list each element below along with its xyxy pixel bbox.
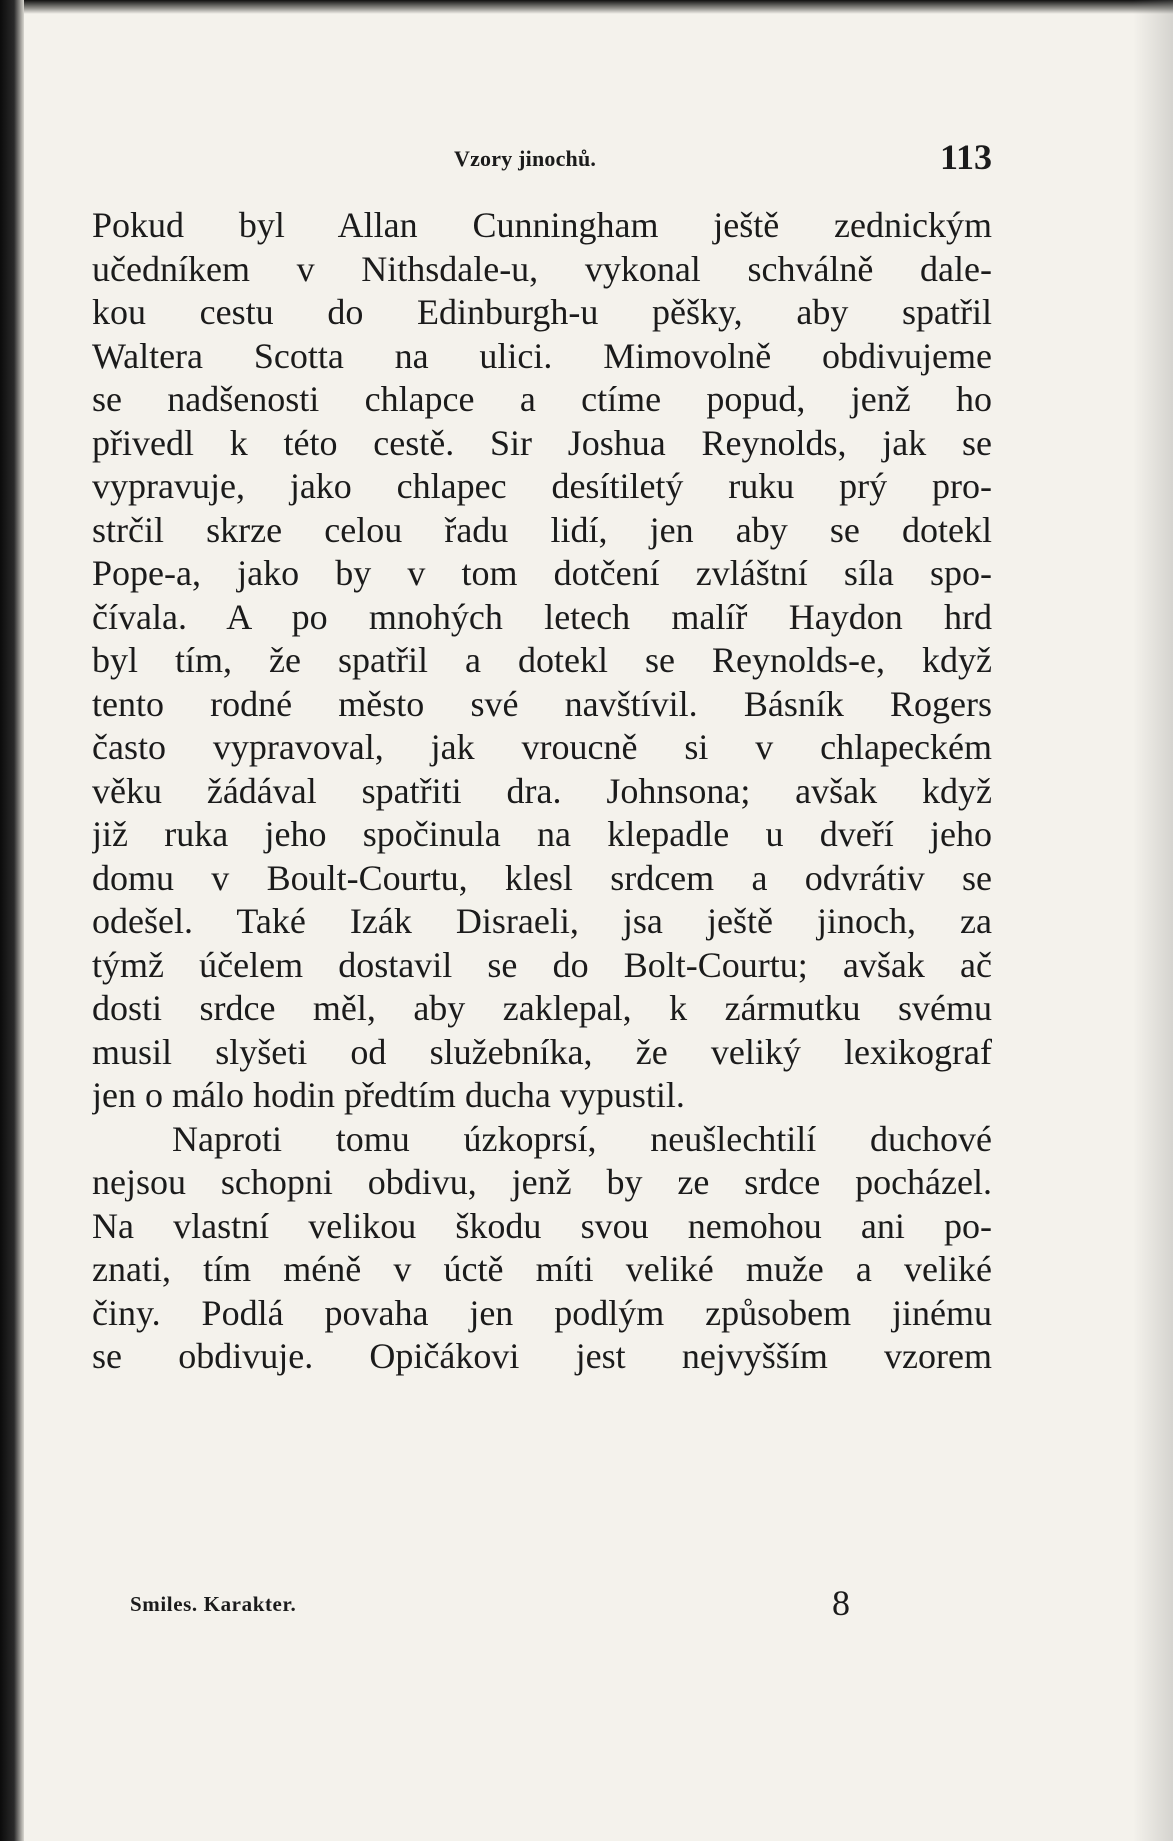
text-line: strčil skrze celou řadu lidí, jen aby se dotekl xyxy=(92,509,992,550)
text-line: Na vlastní velikou škodu svou nemohou ani po- xyxy=(92,1205,992,1246)
page-header xyxy=(92,130,992,180)
book-page xyxy=(92,130,992,1630)
text-line: jen o málo hodin předtím ducha vypustil. xyxy=(92,1075,685,1115)
text-line: dosti srdce měl, aby zaklepal, k zármutku svému xyxy=(92,988,992,1028)
text-line: se obdivuje. Opičákovi jest nejvyšším vzorem xyxy=(92,1336,992,1376)
text-line: domu v Boult-Courtu, klesl srdcem a odvrátiv se xyxy=(92,857,992,898)
page-number: 113 xyxy=(940,137,993,177)
text-line: čívala. A po mnohých letech malíř Haydon hrd xyxy=(92,596,992,637)
page-top-edge xyxy=(0,0,1173,14)
text-line: Waltera Scotta na ulici. Mimovolně obdivujeme xyxy=(92,335,992,376)
page-right-edge xyxy=(1133,0,1173,1841)
text-line: vypravuje, jako chlapec desítiletý ruku prý pro- xyxy=(92,466,992,506)
text-line: činy. Podlá povaha jen podlým způsobem jinému xyxy=(92,1292,992,1333)
running-head: Vzory jinochů. xyxy=(454,146,597,171)
text-line: nejsou schopni obdivu, jenž by ze srdce pocházel. xyxy=(92,1162,992,1202)
text-line: Pope-a, jako by v tom dotčení zvláštní síla spo- xyxy=(92,553,992,593)
signature-mark: 8 xyxy=(832,1583,850,1623)
page-footer xyxy=(92,1582,992,1632)
text-line: tento rodné město své navštívil. Básník Rogers xyxy=(92,683,992,724)
book-spine-shadow xyxy=(0,0,24,1841)
text-line: se nadšenosti chlapce a ctíme popud, jenž ho xyxy=(92,379,992,419)
text-line: odešel. Také Izák Disraeli, jsa ještě jinoch, za xyxy=(92,901,992,941)
text-line: učedníkem v Nithsdale-u, vykonal schválně dale- xyxy=(92,248,992,289)
text-line: přivedl k této cestě. Sir Joshua Reynolds, jak se xyxy=(92,422,992,463)
text-line: byl tím, že spatřil a dotekl se Reynolds-e, když xyxy=(92,640,992,680)
text-line: Naproti tomu úzkoprsí, neušlechtilí duchové xyxy=(172,1118,992,1159)
text-line: Pokud byl Allan Cunningham ještě zednickým xyxy=(92,205,992,245)
text-line: týmž účelem dostavil se do Bolt-Courtu; avšak ač xyxy=(92,944,992,985)
text-line: musil slyšeti od služebníka, že veliký lexikograf xyxy=(92,1031,992,1072)
text-line: věku žádával spatřiti dra. Johnsona; avšak když xyxy=(92,770,992,811)
text-line: často vypravoval, jak vroucně si v chlapeckém xyxy=(92,727,992,767)
signature-line: Smiles. Karakter. xyxy=(130,1592,297,1616)
text-line: již ruka jeho spočinula na klepadle u dveří jeho xyxy=(92,814,992,854)
text-line: znati, tím méně v úctě míti veliké muže a veliké xyxy=(92,1249,992,1289)
text-line: kou cestu do Edinburgh-u pěšky, aby spatřil xyxy=(92,292,992,332)
body-text xyxy=(92,204,992,1379)
